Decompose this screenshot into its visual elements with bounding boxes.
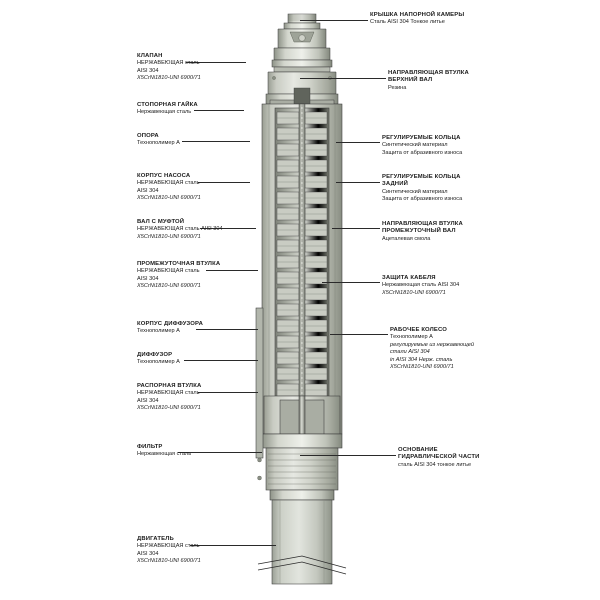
label-hydraulic-part-base: ОСНОВАНИЕ ГИДРАВЛИЧЕСКОЙ ЧАСТИ сталь AISI 304 тонкое литье [398,447,480,468]
label-shaft-with-coupling: ВАЛ С МУФТОЙ НЕРЖАВЕЮЩАЯ сталь AISI 304 X5CrNi1810-UNI 6900/71 [137,219,223,240]
leader-diffuser [184,360,258,361]
leader-discharge-cover [300,20,368,21]
leader-guide-bushing-intermediate [332,228,380,229]
label-adjustable-rings-front: РЕГУЛИРУЕМЫЕ КОЛЬЦА Синтетический материал Защита от абразивного износа [382,135,463,156]
label-guide-bushing-intermediate-shaft: НАПРАВЛЯЮЩАЯ ВТУЛКА ПРОМЕЖУТОЧНЫЙ ВАЛ Ацеталевая смола [382,221,463,242]
label-valve: КЛАПАН НЕРЖАВЕЮЩАЯ сталь AISI 304 X5CrNi1810-UNI 6900/71 [137,53,201,82]
label-motor: ДВИГАТЕЛЬ НЕРЖАВЕЮЩАЯ сталь AISI 304 X5CrNi1810-UNI 6900/71 [137,536,201,565]
leader-guide-bushing-upper [300,78,386,79]
leader-base [300,455,396,456]
leader-lock-nut [194,110,244,111]
label-guide-bushing-upper-shaft: НАПРАВЛЯЮЩАЯ ВТУЛКА ВЕРХНИЙ ВАЛ Резина [388,70,469,91]
label-diffuser: ДИФФУЗОР Технополимер А [137,352,180,366]
label-diffuser-casing: КОРПУС ДИФФУЗОРА Технополимер А [137,321,204,335]
label-intermediate-bushing: ПРОМЕЖУТОЧНАЯ ВТУЛКА НЕРЖАВЕЮЩАЯ сталь AISI 304 X5CrNi1810-UNI 6900/71 [137,261,221,290]
label-discharge-chamber-cover: КРЫШКА НАПОРНОЙ КАМЕРЫ Сталь AISI 304 Тонкое литье [370,12,465,26]
label-adjustable-rings-rear: РЕГУЛИРУЕМЫЕ КОЛЬЦА ЗАДНИЙ Синтетический материал Защита от абразивного износа [382,174,463,203]
leader-rings-front [336,142,380,143]
label-filter: ФИЛЬТР Нержавеющая сталь [137,444,192,458]
leader-motor [190,545,276,546]
leader-pump-casing [198,182,250,183]
leader-spacer-bushing [198,392,258,393]
leader-impeller [330,334,388,335]
label-support: ОПОРА Технополимер А [137,133,180,147]
label-impeller: РАБОЧЕЕ КОЛЕСО Технополимер А регулируемые из нержавеющей стали AISI 304 in AISI 304 Нерж. сталь X5CrNi1810-UNI 6900/71 [390,327,474,371]
pump-cutaway-drawing [228,8,376,592]
leader-diffuser-casing [196,329,258,330]
leader-support [182,141,250,142]
leader-cable-protection [322,282,380,283]
leader-rings-rear [336,182,380,183]
label-spacer-bushing: РАСПОРНАЯ ВТУЛКА НЕРЖАВЕЮЩАЯ сталь AISI 304 X5CrNi1810-UNI 6900/71 [137,383,202,412]
label-pump-casing: КОРПУС НАСОСА НЕРЖАВЕЮЩАЯ сталь AISI 304 X5CrNi1810-UNI 6900/71 [137,173,201,202]
label-lock-nut: СТОПОРНАЯ ГАЙКА Нержавеющая сталь [137,102,198,116]
label-cable-protection: ЗАЩИТА КАБЕЛЯ Нержавеющая сталь AISI 304 X5CrNi1810-UNI 6900/71 [382,275,460,296]
